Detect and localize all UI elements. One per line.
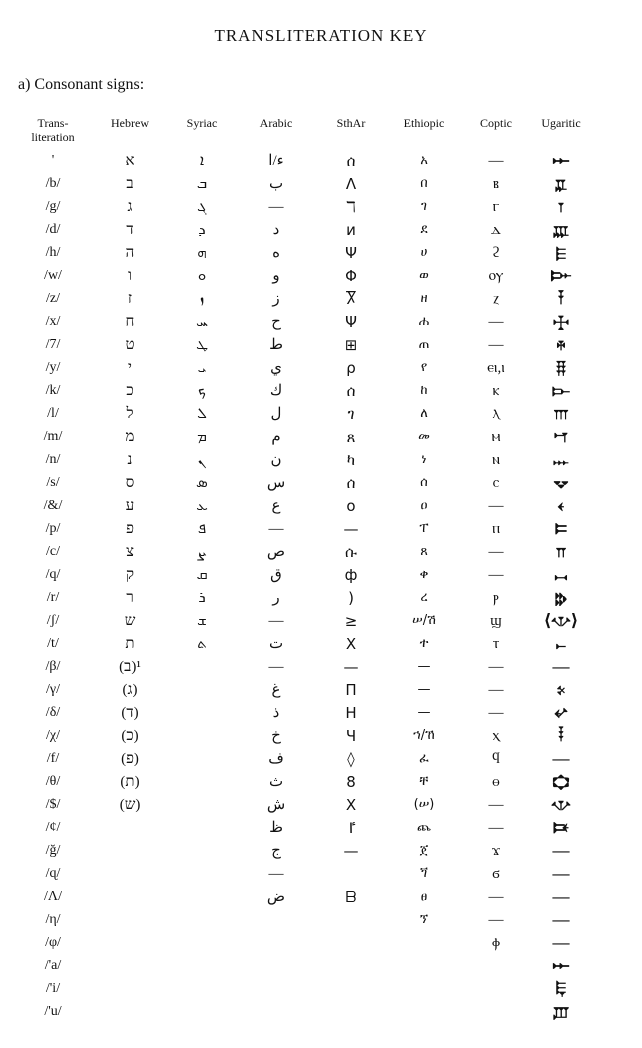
cell-ugaritic: 𐎅 (555, 243, 567, 262)
cell-ethiopic: ሰ (420, 475, 428, 490)
cell-arabic: ح (271, 314, 281, 330)
cell-translit: /ʃ/ (46, 613, 60, 628)
cell-sthar: ⴷ (345, 175, 357, 193)
cell-translit: /$/ (45, 797, 61, 812)
cell-ethiopic: — (417, 682, 431, 697)
cell-translit: /z/ (46, 291, 60, 306)
cell-hebrew: כ (126, 383, 134, 399)
cell-translit: /h/ (45, 245, 61, 260)
cell-arabic: ي (270, 360, 282, 376)
cell-ugaritic: 𐎓 (557, 496, 565, 515)
cell-ethiopic: ጨ (417, 820, 431, 835)
cell-ugaritic: — (552, 933, 570, 952)
cell-sthar: — (343, 520, 359, 538)
cell-ethiopic: ቀ (419, 567, 429, 582)
cell-ethiopic: ኘ (419, 912, 429, 927)
cell-hebrew: ט (125, 337, 135, 353)
cell-ethiopic: ፈ (419, 751, 429, 766)
cell-coptic: ⲃ (493, 176, 499, 192)
cell-translit: /b/ (45, 176, 61, 191)
cell-sthar: ф (344, 566, 358, 584)
cell-translit: /&/ (43, 498, 63, 513)
cell-sthar: ᗷ (345, 888, 357, 906)
cell-coptic: ϩ (491, 245, 501, 261)
cell-ethiopic: ጘ (419, 866, 429, 881)
cell-translit: /'i/ (45, 981, 61, 996)
column-header-translit: Trans- literation (31, 116, 75, 144)
cell-hebrew: פ (126, 521, 134, 537)
cell-arabic: د (272, 222, 280, 238)
cell-sthar: ሱ (344, 543, 358, 561)
cell-ugaritic: 𐎒 (553, 473, 569, 492)
cell-ugaritic: 𐎀 (552, 151, 570, 170)
page-title: TRANSLITERATION KEY (214, 26, 428, 45)
section-heading: a) Consonant signs: (18, 76, 145, 93)
cell-coptic: ⲙ (491, 429, 501, 445)
cell-hebrew: ס (125, 475, 135, 491)
cell-hebrew: (ד) (121, 705, 139, 721)
column-header-coptic: Coptic (480, 116, 512, 130)
cell-syriac: ܥ (196, 498, 208, 514)
cell-syriac: ܝ (197, 360, 207, 376)
cell-translit: /'a/ (44, 958, 62, 973)
cell-sthar: ρ (346, 359, 356, 377)
cell-ugaritic: 𐎈 (553, 312, 569, 331)
cell-arabic: — (268, 199, 284, 215)
cell-ethiopic: ተ (419, 636, 429, 651)
cell-coptic: — (488, 797, 504, 813)
cell-arabic: ع (271, 498, 281, 514)
cell-coptic: — (488, 912, 504, 928)
cell-sthar: — (343, 842, 359, 860)
cell-translit: /¢/ (45, 820, 61, 835)
cell-hebrew: צ (126, 544, 134, 560)
cell-translit: /7/ (45, 337, 61, 352)
cell-translit: /n/ (45, 452, 61, 467)
cell-coptic: ⲅ (492, 199, 500, 215)
cell-arabic: ط (269, 337, 283, 353)
cell-arabic: ض (266, 889, 286, 905)
cell-syriac: ܚ (196, 314, 208, 330)
cell-ugaritic: 𐎘 (552, 772, 570, 791)
cell-translit: /'u/ (44, 1004, 62, 1019)
cell-coptic: ⲥ (492, 475, 500, 491)
cell-coptic: — (488, 153, 504, 169)
cell-arabic: ف (268, 751, 284, 767)
cell-syriac: ܒ (196, 176, 208, 192)
cell-ethiopic: ረ (420, 590, 428, 605)
cell-arabic: ظ (269, 820, 283, 836)
cell-sthar: ሰ (346, 152, 356, 170)
cell-hebrew: א (125, 153, 135, 169)
cell-ugaritic: 𐎆 (550, 266, 572, 285)
cell-coptic: ⲍ (492, 291, 500, 307)
column-header-hebrew: Hebrew (111, 116, 149, 130)
cell-arabic: ك (269, 383, 283, 399)
column-header-sthar: SthAr (336, 116, 366, 130)
cell-translit: /m/ (43, 429, 63, 444)
cell-hebrew: ר (126, 590, 134, 606)
cell-coptic: — (488, 544, 504, 560)
cell-syriac: ܦ (197, 521, 207, 537)
cell-sthar: ሰ (346, 382, 356, 400)
cell-ethiopic: ቸ (419, 774, 429, 789)
cell-coptic: ϫ (491, 843, 501, 859)
cell-arabic: خ (271, 728, 281, 744)
cell-translit: /r/ (46, 590, 60, 605)
cell-hebrew: ב (126, 176, 134, 192)
cell-translit: /g/ (45, 199, 61, 214)
cell-syriac: ܐ (199, 153, 205, 169)
cell-translit: /l/ (47, 406, 59, 421)
cell-coptic: — (488, 682, 504, 698)
cell-ethiopic: ሠ/ሽ (412, 613, 436, 628)
cell-ugaritic: — (552, 864, 570, 883)
cell-arabic: ث (268, 774, 284, 790)
cell-syriac: ܗ (197, 245, 207, 261)
cell-ugaritic: 𐎂 (558, 197, 564, 216)
cell-ethiopic: ጸ (420, 544, 428, 559)
cell-arabic: ل (270, 406, 282, 422)
cell-coptic: — (488, 314, 504, 330)
cell-ethiopic: ወ (419, 268, 429, 283)
cell-hebrew: ע (125, 498, 135, 514)
cell-translit: /c/ (46, 544, 60, 559)
cell-coptic: ⲕ (492, 383, 500, 399)
cell-translit: /β/ (45, 659, 61, 674)
cell-ethiopic: ፀ (420, 889, 428, 904)
cell-ugaritic: 𐎀 (552, 956, 570, 975)
column-header-ugaritic: Ugaritic (541, 116, 581, 130)
cell-arabic: — (268, 521, 284, 537)
cell-syriac: ܠ (197, 406, 207, 422)
cell-hebrew: מ (125, 429, 135, 445)
cell-coptic: ⲭ (492, 728, 500, 744)
cell-coptic: ϥ (492, 751, 500, 767)
cell-hebrew: ח (125, 314, 135, 330)
column-header-arabic: Arabic (259, 116, 293, 130)
cell-hebrew: ת (125, 636, 135, 652)
cell-sthar: 8 (346, 773, 356, 791)
cell-sthar: ᴎ (346, 221, 356, 239)
cell-arabic: و (272, 268, 280, 284)
cell-ethiopic: ሐ (418, 314, 430, 329)
column-header-ethiopic: Ethiopic (403, 116, 445, 130)
cell-ethiopic: ደ (420, 222, 428, 237)
cell-arabic: غ (271, 682, 281, 698)
cell-ugaritic: 𐎇 (558, 289, 564, 308)
cell-syriac: ܙ (199, 291, 205, 307)
cell-hebrew: (כ) (121, 728, 139, 744)
cell-sthar: ◊ (347, 750, 355, 768)
cell-translit: /k/ (45, 383, 61, 398)
cell-hebrew: ה (125, 245, 135, 261)
cell-syriac: ܘ (197, 268, 207, 284)
cell-arabic: ذ (272, 705, 280, 721)
cell-translit: /δ/ (45, 705, 61, 720)
cell-sthar: Π (345, 681, 357, 699)
cell-ethiopic: — (417, 705, 431, 720)
cell-translit: /x/ (45, 314, 61, 329)
cell-translit: /w/ (44, 268, 62, 283)
cell-arabic: م (271, 429, 281, 445)
cell-syriac: ܣ (196, 475, 208, 491)
cell-ugaritic: 𐎏 (554, 703, 568, 722)
cell-ugaritic: — (552, 910, 570, 929)
cell-ethiopic: ፐ (419, 521, 429, 536)
cell-translit: /t/ (47, 636, 59, 651)
cell-hebrew: (ב)¹ (119, 659, 141, 675)
cell-sthar: ገ (347, 405, 355, 423)
cell-ethiopic: ነ (421, 452, 427, 467)
cell-ethiopic: ዐ (420, 498, 428, 513)
cell-sthar: ℸ (346, 198, 356, 216)
cell-ugaritic: 𐎔 (555, 519, 567, 538)
cell-sthar: ≥ (344, 612, 358, 630)
cell-arabic: ب (268, 176, 284, 192)
cell-arabic: ق (270, 567, 282, 583)
cell-coptic: — (488, 889, 504, 905)
cell-hebrew: (ת) (120, 774, 140, 790)
cell-arabic: ز (272, 291, 280, 307)
cell-syriac: ܪ (198, 590, 206, 606)
cell-hebrew: ו (128, 268, 132, 284)
cell-ugaritic: 𐎕 (555, 542, 567, 561)
cell-arabic: — (268, 613, 284, 629)
cell-hebrew: ק (125, 567, 135, 583)
cell-ethiopic: ጀ (419, 843, 429, 858)
cell-translit: /θ/ (45, 774, 61, 789)
cell-coptic: ⲧ (492, 636, 500, 652)
cell-hebrew: נ (127, 452, 133, 468)
cell-ugaritic: — (552, 657, 570, 676)
cell-syriac: ܛ (196, 337, 208, 353)
cell-ugaritic: 𐎙 (557, 680, 565, 699)
cell-sthar: ⊞ (344, 336, 358, 354)
cell-sthar: ) (348, 589, 354, 607)
cell-ethiopic: — (417, 659, 431, 674)
cell-sthar: Φ (345, 267, 357, 285)
cell-translit: /y/ (45, 360, 61, 375)
cell-coptic: ⲫ (491, 935, 501, 951)
cell-translit: /φ/ (45, 935, 61, 950)
cell-arabic: ص (266, 544, 286, 560)
cell-ugaritic: 𐎛 (555, 979, 567, 998)
cell-translit: /Λ/ (44, 889, 62, 904)
cell-coptic: ⲉⲓ,ⲓ (487, 360, 505, 376)
cell-hebrew: י (128, 360, 132, 376)
cell-ugaritic: — (552, 841, 570, 860)
cell-hebrew: (ג) (122, 682, 138, 698)
cell-ugaritic: 𐎉 (556, 335, 566, 354)
cell-coptic: ⲗ (492, 406, 500, 422)
cell-translit: /s/ (46, 475, 60, 490)
cell-coptic: ⲣ (493, 590, 499, 606)
cell-syriac: ܬ (197, 636, 207, 652)
cell-sthar: ٵ (346, 819, 356, 837)
cell-arabic: ر (272, 590, 280, 606)
cell-arabic: — (268, 659, 284, 675)
cell-sthar: — (343, 658, 359, 676)
cell-arabic: س (266, 475, 286, 491)
cell-arabic: — (268, 866, 284, 882)
cell-hebrew: (ש) (119, 797, 141, 813)
cell-arabic: ه (272, 245, 280, 261)
cell-ethiopic: ሀ (420, 245, 428, 260)
cell-translit: /χ/ (46, 728, 60, 743)
cell-coptic: ⲛ (492, 452, 500, 468)
cell-sthar: Ψ (345, 313, 357, 331)
cell-arabic: ء/ا (268, 153, 284, 169)
cell-coptic: ⲇ (490, 222, 502, 238)
cell-arabic: ن (270, 452, 282, 468)
cell-hebrew: ג (127, 199, 133, 215)
cell-ugaritic: 𐎑 (553, 818, 569, 837)
cell-translit: /γ/ (46, 682, 60, 697)
cell-coptic: ⲡ (492, 521, 500, 537)
cell-hebrew: ד (126, 222, 134, 238)
cell-translit: /ɋ/ (45, 866, 61, 881)
cell-ethiopic: በ (420, 176, 428, 191)
cell-ugaritic: 𐎜 (552, 1002, 570, 1021)
cell-syriac: ܢ (197, 452, 207, 468)
cell-ethiopic: ጠ (418, 337, 430, 352)
cell-syriac: ܩ (196, 567, 208, 583)
cell-translit: /q/ (45, 567, 61, 582)
cell-ethiopic: መ (418, 429, 430, 444)
cell-syriac: ܟ (197, 383, 207, 399)
cell-coptic: — (488, 820, 504, 836)
cell-ethiopic: (ሠ) (413, 797, 435, 812)
cell-ethiopic: ለ (420, 406, 428, 421)
cell-sthar: Ч (345, 727, 357, 745)
cell-ugaritic: 𐎍 (553, 404, 569, 423)
cell-coptic: — (488, 337, 504, 353)
cell-sthar: Ⴟ (345, 290, 357, 308)
cell-sthar: o (346, 497, 356, 515)
cell-coptic: — (488, 659, 504, 675)
cell-translit: /d/ (45, 222, 61, 237)
cell-ugaritic: ⟨𐎌⟩ (543, 611, 579, 630)
cell-translit: /f/ (46, 751, 60, 766)
cell-ethiopic: ኀ/ኸ (413, 728, 435, 743)
cell-ugaritic: 𐎊 (556, 358, 566, 377)
cell-coptic: ϭ (492, 866, 500, 882)
cell-hebrew: ל (126, 406, 134, 422)
column-header-syriac: Syriac (186, 116, 218, 130)
cell-ugaritic: 𐎃 (558, 726, 564, 745)
cell-sthar: ጸ (346, 428, 356, 446)
cell-coptic: ⲑ (492, 774, 500, 790)
cell-arabic: ش (266, 797, 286, 813)
cell-hebrew: (פ) (121, 751, 139, 767)
cell-ugaritic: 𐎁 (554, 174, 568, 193)
cell-hebrew: ז (127, 291, 133, 307)
cell-ugaritic: 𐎄 (553, 220, 569, 239)
cell-coptic: — (488, 705, 504, 721)
cell-ugaritic: 𐎋 (551, 381, 571, 400)
cell-ethiopic: ከ (420, 383, 428, 398)
cell-sthar: X (345, 796, 357, 814)
cell-translit: /p/ (45, 521, 61, 536)
cell-sthar: ሰ (346, 474, 356, 492)
cell-translit: /ğ/ (45, 843, 61, 858)
cell-ethiopic: አ (420, 153, 428, 168)
cell-syriac: ܨ (197, 544, 207, 560)
cell-ugaritic: 𐎐 (553, 450, 569, 469)
cell-sthar: H (345, 704, 357, 722)
cell-hebrew: ש (124, 613, 136, 629)
cell-translit: /η/ (45, 912, 61, 927)
cell-ugaritic: 𐎖 (554, 565, 568, 584)
cell-ugaritic: — (552, 749, 570, 768)
cell-ethiopic: ዘ (420, 291, 428, 306)
cell-coptic: — (488, 498, 504, 514)
cell-ugaritic: 𐎚 (555, 634, 567, 653)
cell-ugaritic: — (552, 887, 570, 906)
cell-syriac: ܡ (197, 429, 207, 445)
cell-arabic: ت (268, 636, 284, 652)
cell-syriac: ܫ (197, 613, 207, 629)
cell-coptic: — (488, 567, 504, 583)
cell-ethiopic: ገ (421, 199, 427, 214)
cell-sthar: ካ (346, 451, 356, 469)
cell-ugaritic: 𐎗 (555, 588, 567, 607)
cell-translit: ' (51, 153, 55, 168)
cell-sthar: Ψ (345, 244, 357, 262)
cell-ugaritic: 𐎌 (551, 795, 571, 814)
cell-syriac: ܕ (198, 222, 206, 238)
cell-arabic: ج (271, 843, 281, 859)
cell-ugaritic: 𐎎 (554, 427, 568, 446)
cell-syriac: ܓ (197, 199, 207, 215)
cell-ethiopic: የ (420, 360, 428, 375)
cell-coptic: ϣ (490, 613, 502, 629)
cell-sthar: X (345, 635, 357, 653)
cell-coptic: ⲟⲩ (488, 268, 504, 284)
